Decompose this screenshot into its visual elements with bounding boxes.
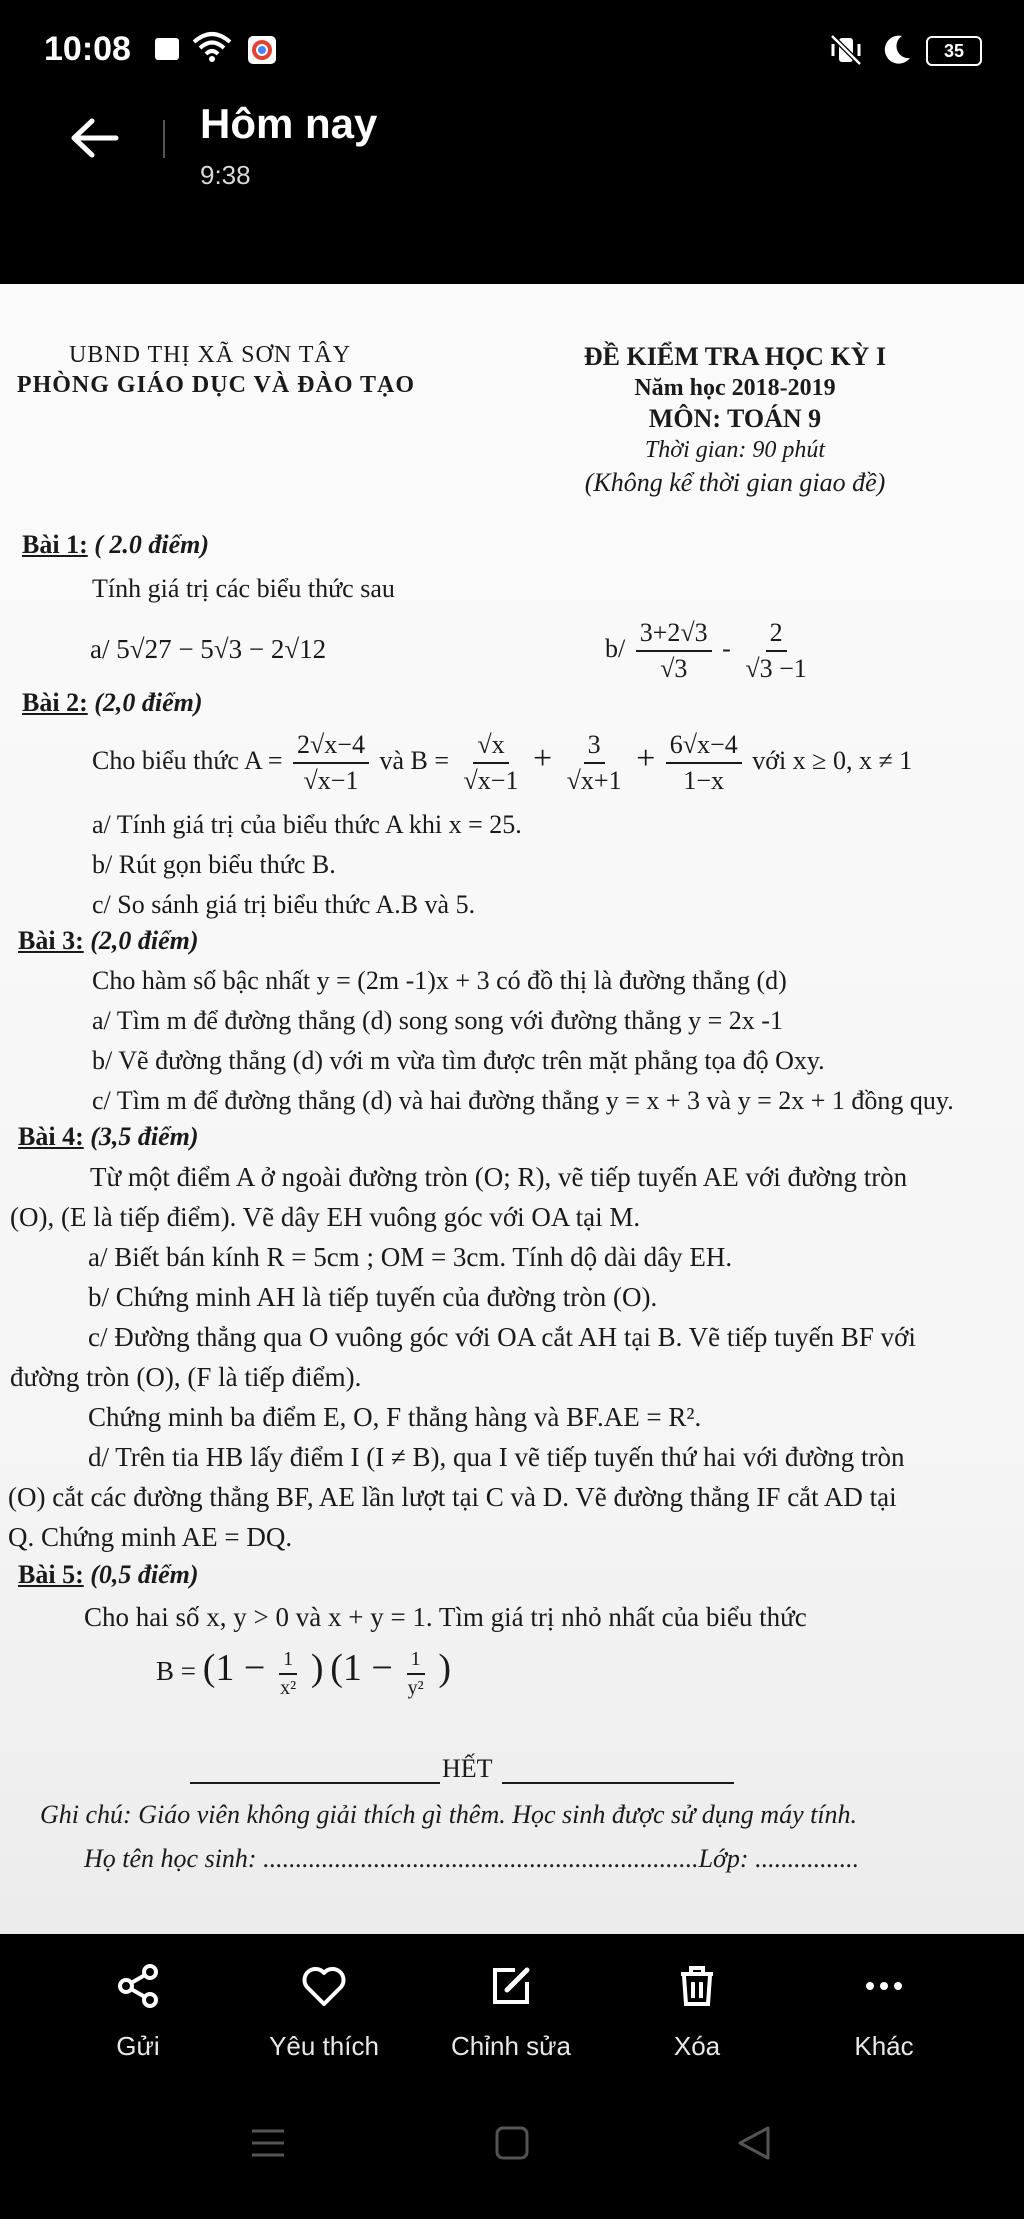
duration: Thời gian: 90 phút [644, 437, 826, 463]
header-divider [163, 120, 165, 158]
more-button[interactable] [814, 1962, 954, 2062]
heart-icon [300, 1962, 348, 2010]
bai1-b-label: b/ [605, 633, 626, 663]
bai4-line-1: Từ một điểm A ở ngoài đường tròn (O; R), vẽ tiếp tuyến AE với đường tròn [90, 1162, 908, 1192]
bai4-line-3: a/ Biết bán kính R = 5cm ; OM = 3cm. Tính dộ dài dây EH. [88, 1242, 733, 1272]
bai1-intro: Tính giá trị các biểu thức sau [92, 574, 395, 603]
bai4-line-4: b/ Chứng minh AH là tiếp tuyến của đường tròn (O). [88, 1282, 658, 1312]
back-nav-icon[interactable] [736, 2125, 772, 2161]
bai2-condition: với x ≥ 0, x ≠ 1 [752, 745, 913, 775]
bai1-a-label: a/ [90, 634, 110, 664]
bai2-b1-num: √x [473, 730, 508, 764]
bai5-expression [156, 1646, 451, 1700]
document-photo[interactable] [0, 284, 1024, 1934]
bai1-title: Bài 1: [22, 530, 88, 559]
bai2-b2-den: √x+1 [566, 766, 622, 795]
bai1-heading [22, 530, 209, 560]
wifi-icon [192, 30, 232, 64]
footer-note: Ghi chú: Giáo viên không giải thích gì thêm. Học sinh được sử dụng máy tính. [40, 1800, 858, 1829]
bai3-b: b/ Vẽ đường thẳng (d) với m vừa tìm được trên mặt phẳng tọa độ Oxy. [92, 1046, 825, 1075]
bai1-a-expr: 5√27 − 5√3 − 2√12 [116, 634, 327, 664]
end-line-left [190, 1782, 440, 1784]
end-marker: HẾT [442, 1754, 493, 1783]
bai5-intro: Cho hai số x, y > 0 và x + y = 1. Tìm giá trị nhỏ nhất của biểu thức [84, 1602, 807, 1632]
bai1-b-num2: 2 [766, 618, 787, 652]
bai2-b1-den: √x−1 [463, 766, 519, 795]
recent-apps-icon[interactable] [250, 2125, 286, 2161]
education-office: PHÒNG GIÁO DỤC VÀ ĐÀO TẠO [16, 372, 416, 398]
bai5-paren-1: (1 − [202, 1647, 266, 1689]
bai5-expr-prefix: B = [156, 1656, 196, 1686]
bai1-b-den2: √3 −1 [745, 654, 807, 683]
vibrate-mute-icon [828, 32, 864, 68]
bai5-close-1: ) [310, 1647, 324, 1689]
photo-time: 9:38 [200, 160, 251, 190]
bai1-b-num: 3+2√3 [636, 618, 712, 652]
do-not-disturb-icon [880, 32, 914, 66]
bai2-intro: Cho biểu thức A = [92, 745, 283, 775]
bai1-a [90, 634, 326, 665]
bai5-close-2: ) [438, 1647, 451, 1689]
bai1-points: ( 2.0 điểm) [87, 530, 210, 559]
school-year: Năm học 2018-2019 [634, 375, 836, 401]
share-label: Gửi [116, 2031, 160, 2061]
favorite-button[interactable] [254, 1962, 394, 2062]
bai2-b3-den: 1−x [683, 766, 725, 795]
more-icon [860, 1962, 908, 2010]
status-time: 10:08 [44, 30, 131, 68]
bai4-line-6: đường tròn (O), (F là tiếp điểm). [10, 1362, 362, 1392]
bai2-points: (2,0 điểm) [87, 688, 203, 717]
more-label: Khác [854, 2031, 914, 2061]
bai3-intro: Cho hàm số bậc nhất y = (2m -1)x + 3 có đồ thị là đường thẳng (d) [92, 966, 787, 995]
bai2-a: a/ Tính giá trị của biểu thức A khi x = 25. [92, 810, 522, 839]
back-arrow-icon[interactable] [70, 118, 120, 158]
bai2-title: Bài 2: [22, 688, 88, 717]
chrome-icon [248, 36, 276, 64]
bai5-d2: y² [407, 1676, 424, 1699]
bai2-expression [92, 730, 912, 796]
bai2-b: b/ Rút gọn biểu thức B. [92, 850, 336, 879]
bai2-plus-1: + [532, 739, 553, 777]
bai2-a-den: √x−1 [303, 766, 359, 795]
bai4-line-8: d/ Trên tia HB lấy điểm I (I ≠ B), qua I vẽ tiếp tuyến thứ hai với đường tròn [88, 1442, 905, 1472]
edit-label: Chỉnh sửa [450, 2031, 572, 2061]
bai2-b2-num: 3 [584, 730, 605, 764]
album-title: Hôm nay [200, 100, 378, 147]
bai4-title: Bài 4: [18, 1122, 84, 1151]
bai2-c: c/ So sánh giá trị biểu thức A.B và 5. [92, 890, 476, 919]
bai5-heading [18, 1560, 199, 1590]
favorite-label: Yêu thích [269, 2031, 379, 2061]
delete-label: Xóa [673, 2031, 721, 2061]
subject: MÔN: TOÁN 9 [648, 404, 822, 433]
trash-icon [673, 1962, 721, 2010]
bai4-line-10: Q. Chứng minh AE = DQ. [8, 1522, 293, 1552]
exam-title: ĐỀ KIỂM TRA HỌC KỲ I [583, 342, 887, 371]
bai5-points: (0,5 điểm) [83, 1560, 199, 1589]
bai4-line-2: (O), (E là tiếp điểm). Vẽ dây EH vuông góc với OA tại M. [10, 1202, 641, 1232]
home-icon[interactable] [494, 2125, 530, 2161]
bai4-line-7: Chứng minh ba điểm E, O, F thẳng hàng và BF.AE = R². [88, 1402, 702, 1432]
bai5-n2: 1 [407, 1648, 425, 1675]
bai4-points: (3,5 điểm) [83, 1122, 199, 1151]
bai2-mid: và B = [379, 745, 450, 775]
school-district: UBND THỊ XÃ SƠN TÂY [68, 342, 352, 368]
bai2-heading [22, 688, 203, 718]
notification-icon [155, 38, 179, 60]
share-icon [114, 1962, 162, 2010]
bai2-a-num: 2√x−4 [293, 730, 369, 764]
edit-icon [487, 1962, 535, 2010]
bai3-points: (2,0 điểm) [83, 926, 199, 955]
bai4-line-9: (O) cắt các đường thẳng BF, AE lần lượt tại C và D. Vẽ đường thẳng IF cắt AD tại [8, 1482, 897, 1512]
share-button[interactable] [68, 1962, 208, 2062]
bai3-heading [18, 926, 199, 956]
battery-indicator: 35 [926, 36, 982, 66]
bai2-plus-2: + [636, 739, 656, 777]
bai1-b-den: √3 [660, 654, 688, 683]
bai4-heading [18, 1122, 199, 1152]
bai2-b3-num: 6√x−4 [666, 730, 742, 764]
bai5-title: Bài 5: [18, 1560, 84, 1589]
bai5-n1: 1 [279, 1648, 297, 1675]
bai4-line-5: c/ Đường thẳng qua O vuông góc với OA cắt AH tại B. Vẽ tiếp tuyến BF với [88, 1322, 916, 1352]
duration-note: (Không kể thời gian giao đề) [584, 468, 886, 497]
bai1-b-minus: - [722, 633, 731, 663]
edit-button[interactable] [441, 1962, 581, 2062]
bai5-d1: x² [280, 1676, 297, 1699]
bai5-paren-2: (1 − [330, 1647, 393, 1689]
bai3-title: Bài 3: [18, 926, 84, 955]
bai1-b [605, 618, 815, 684]
bai3-c: c/ Tìm m để đường thẳng (d) và hai đường thẳng y = x + 3 và y = 2x + 1 đồng quy. [92, 1086, 954, 1115]
delete-button[interactable] [627, 1962, 767, 2062]
end-line-right [502, 1782, 734, 1784]
bai3-a: a/ Tìm m để đường thẳng (d) song song với đường thẳng y = 2x -1 [92, 1006, 783, 1035]
student-name-line: Họ tên học sinh: ...................................................................Lớp: ................ [84, 1844, 860, 1873]
